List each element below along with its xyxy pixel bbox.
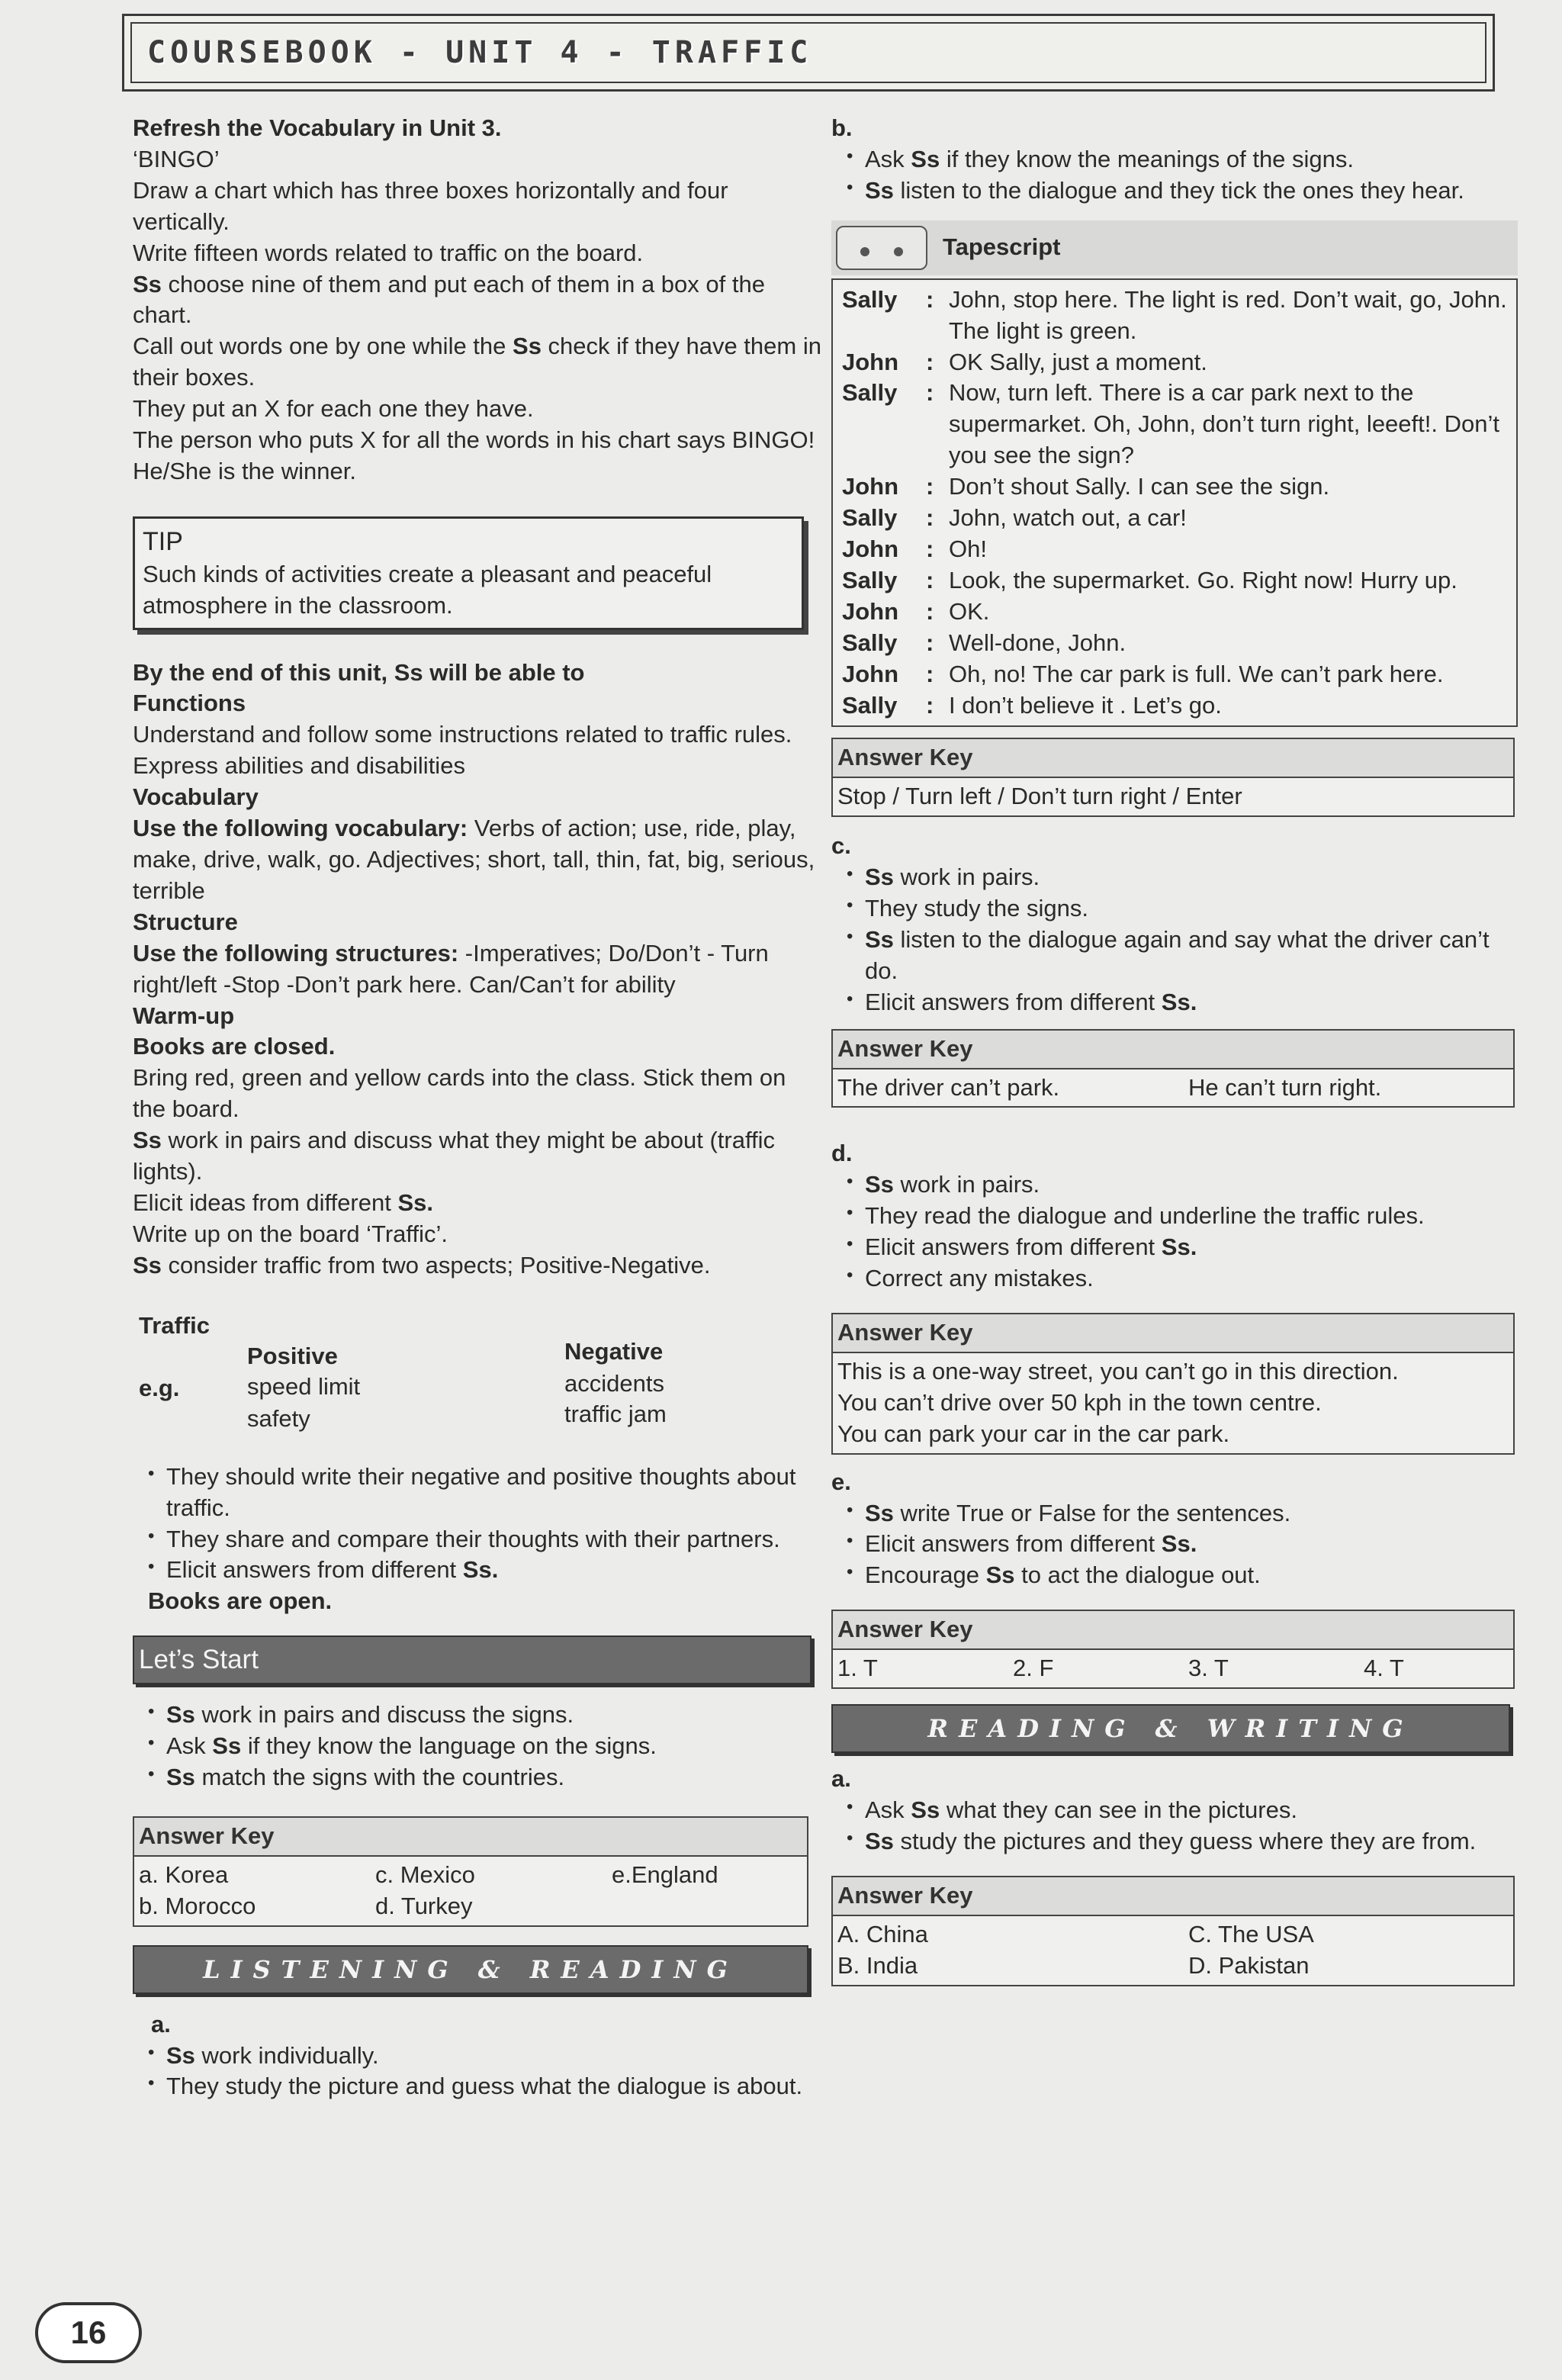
functions-line: Express abilities and disabilities (133, 752, 465, 780)
bingo-line: Draw a chart which has three boxes horizontally and four vertically. (133, 176, 728, 235)
unit-header-frame (130, 22, 1486, 83)
section-e-list (831, 1498, 1518, 1592)
negative-heading: Negative (564, 1337, 664, 1365)
list-item: • They study the picture and guess what the dialogue is about. (148, 2071, 824, 2102)
section-ra-list (831, 1795, 1518, 1857)
list-item: • Correct any mistakes. (847, 1263, 1518, 1295)
list-item: • Elicit answers from different Ss. (847, 1529, 1518, 1560)
list-item: • They should write their negative and positive thoughts about traffic. (148, 1462, 824, 1524)
list-item: • They study the signs. (847, 893, 1518, 925)
list-item: • Ss listen to the dialogue and they tick the ones they hear. (847, 175, 1518, 207)
vocabulary-text: Use the following vocabulary: Verbs of action; use, ride, play, make, drive, walk, go. Adjectives; short, tall, thin, fat, big, serious, terrible (133, 815, 815, 904)
bingo-line: Call out words one by one while the Ss check if they have them in their boxes. (133, 333, 821, 391)
warmup-line: Elicit ideas from different Ss. (133, 1188, 433, 1216)
answer-key-body (833, 1650, 1513, 1687)
answer-cell: D. Pakistan (1188, 1951, 1310, 1979)
answer-cell: 3. T (1188, 1655, 1229, 1682)
answer-key-box (831, 1610, 1515, 1689)
bingo-line: They put an X for each one they have. (133, 395, 534, 423)
traffic-title: Traffic (139, 1311, 211, 1339)
unit-header (122, 14, 1495, 92)
tapescript-title: Tapescript (943, 233, 1061, 261)
answer-cell: d. Turkey (375, 1892, 473, 1919)
tapescript-header (831, 220, 1518, 275)
answer-cell: a. Korea (139, 1861, 229, 1888)
list-item: • Ss match the signs with the countries. (148, 1762, 824, 1793)
thoughts-list (133, 1462, 824, 1587)
books-closed: Books are closed. (133, 1033, 336, 1060)
functions-heading: Functions (133, 690, 246, 717)
dialogue-line: Sally : Now, turn left. There is a car park next to the supermarket. Oh, John, don’t turn right, leeeft!. Don’t you see the sign? (842, 379, 1499, 469)
answer-key-body (134, 1857, 807, 1925)
cassette-icon (836, 226, 927, 270)
list-item: • They read the dialogue and underline the traffic rules. (847, 1201, 1518, 1232)
answer-line: You can’t drive over 50 kph in the town centre. (837, 1388, 1322, 1416)
dialogue-line: John : Don’t shout Sally. I can see the sign. (842, 473, 1330, 500)
list-item: • Elicit answers from different Ss. (148, 1555, 824, 1586)
list-item: • Elicit answers from different Ss. (847, 987, 1518, 1018)
tip-box (133, 516, 804, 630)
answer-cell: e.England (612, 1861, 718, 1888)
positive-heading: Positive (247, 1342, 338, 1369)
page-number: 16 (35, 2302, 142, 2363)
answer-cell: He can’t turn right. (1188, 1073, 1382, 1101)
section-e-label: e. (831, 1468, 851, 1495)
vocabulary-heading: Vocabulary (133, 783, 259, 811)
books-open: Books are open. (148, 1587, 333, 1615)
list-item: • Ask Ss if they know the language on the signs. (148, 1731, 824, 1762)
answer-key-title: Answer Key (833, 1611, 1513, 1650)
structure-text: Use the following structures: -Imperatives; Do/Don’t - Turn right/left -Stop -Don’t park here. Can/Can’t for ability (133, 939, 769, 998)
answer-cell: c. Mexico (375, 1861, 475, 1888)
bingo-line: Ss choose nine of them and put each of them in a box of the chart. (133, 270, 765, 329)
dialogue-line: John : OK. (842, 597, 990, 625)
dialogue-line: John : Oh! (842, 535, 987, 562)
section-c-label: c. (831, 832, 851, 860)
answer-cell: 4. T (1364, 1655, 1404, 1682)
list-item: • Ss listen to the dialogue again and say what the driver can’t do. (847, 925, 1518, 987)
dialogue-line: John : Oh, no! The car park is full. We can’t park here. (842, 660, 1444, 687)
answer-key-body (833, 1069, 1513, 1107)
answer-key-box (831, 1029, 1515, 1108)
eg-label: e.g. (139, 1374, 180, 1401)
ss-term: Ss (133, 270, 162, 298)
section-d-list (831, 1169, 1518, 1295)
section-a-list (133, 2041, 824, 2103)
start-list (133, 1700, 824, 1793)
warmup-line: Bring red, green and yellow cards into the class. Stick them on the board. (133, 1064, 786, 1123)
section-b-label: b. (831, 114, 853, 141)
answer-key-box (831, 1876, 1515, 1986)
list-item: • They share and compare their thoughts with their partners. (148, 1524, 824, 1555)
list-item: • Ss work in pairs. (847, 1169, 1518, 1201)
answer-key-body (833, 1353, 1513, 1453)
tip-title: TIP (143, 526, 183, 556)
objectives-heading: By the end of this unit, Ss will be able to (133, 658, 585, 686)
answer-cell: 1. T (837, 1655, 878, 1682)
tip-text: Such kinds of activities create a pleasant and peaceful atmosphere in the classroom. (143, 560, 712, 619)
answer-key-title: Answer Key (833, 1877, 1513, 1916)
right-column (831, 113, 1518, 1986)
traffic-table (133, 1311, 824, 1433)
answer-key-title: Answer Key (833, 1314, 1513, 1353)
list-item: • Ss work individually. (148, 2041, 824, 2072)
negative-item: accidents (564, 1369, 664, 1397)
answer-key-box (831, 1313, 1515, 1455)
left-column (133, 113, 824, 2102)
section-b-list (831, 144, 1518, 207)
reading-writing-band: READING & WRITING (831, 1704, 1510, 1753)
dialogue-line: Sally : John, watch out, a car! (842, 504, 1187, 532)
listening-reading-band: LISTENING & READING (133, 1945, 808, 1994)
bingo-line: The person who puts X for all the words in his chart says BINGO! He/She is the winner. (133, 426, 815, 484)
list-item: • Ss work in pairs. (847, 862, 1518, 893)
answer-cell (612, 1891, 802, 1922)
answer-key-body (833, 1916, 1513, 1985)
dialogue-line: Sally : John, stop here. The light is red. Don’t wait, go, John. The light is green. (842, 285, 1507, 344)
list-item: • Ask Ss what they can see in the pictures. (847, 1795, 1518, 1826)
answer-key-box (831, 738, 1515, 817)
unit-title: COURSEBOOK - UNIT 4 - TRAFFIC (147, 34, 813, 70)
answer-cell: B. India (837, 1951, 918, 1979)
list-item: • Ss study the pictures and they guess where they are from. (847, 1826, 1518, 1857)
warmup-heading: Warm-up (133, 1002, 235, 1029)
negative-item: traffic jam (564, 1400, 667, 1427)
functions-line: Understand and follow some instructions related to traffic rules. (133, 721, 792, 748)
section-d-label: d. (831, 1140, 853, 1167)
dialogue-line: Sally : Well-done, John. (842, 629, 1127, 656)
bingo-title: ‘BINGO’ (133, 145, 220, 172)
answer-cell: b. Morocco (139, 1892, 256, 1919)
answer-cell: 2. F (1013, 1655, 1054, 1682)
answer-line: You can park your car in the car park. (837, 1420, 1230, 1447)
list-item: • Ss work in pairs and discuss the signs. (148, 1700, 824, 1731)
positive-item: speed limit (247, 1372, 361, 1400)
answer-cell: A. China (837, 1920, 928, 1947)
warmup-line: Ss consider traffic from two aspects; Positive-Negative. (133, 1251, 711, 1278)
list-item: • Elicit answers from different Ss. (847, 1232, 1518, 1263)
warmup-line: Ss work in pairs and discuss what they might be about (traffic lights). (133, 1127, 776, 1185)
list-item: • Encourage Ss to act the dialogue out. (847, 1560, 1518, 1591)
section-c-list (831, 862, 1518, 1018)
list-item: • Ask Ss if they know the meanings of the signs. (847, 144, 1518, 175)
dialogue-line: Sally : I don’t believe it . Let’s go. (842, 691, 1222, 719)
bingo-line: Write fifteen words related to traffic on the board. (133, 239, 644, 266)
answer-key-title: Answer Key (833, 739, 1513, 778)
dialogue-line: John : OK Sally, just a moment. (842, 348, 1207, 375)
structure-heading: Structure (133, 908, 238, 935)
answer-cell: The driver can’t park. (837, 1073, 1060, 1101)
lets-start-band: Let’s Start (133, 1635, 812, 1684)
positive-item: safety (247, 1404, 310, 1432)
answer-key-text: Stop / Turn left / Don’t turn right / Enter (837, 783, 1242, 810)
dialogue-line: Sally : Look, the supermarket. Go. Right now! Hurry up. (842, 566, 1458, 593)
refresh-heading: Refresh the Vocabulary in Unit 3. (133, 114, 502, 141)
answer-line: This is a one-way street, you can’t go in this direction. (837, 1357, 1399, 1385)
warmup-line: Write up on the board ‘Traffic’. (133, 1220, 448, 1247)
section-ra-label: a. (831, 1765, 851, 1793)
list-item: • Ss write True or False for the sentences. (847, 1498, 1518, 1529)
answer-key-box (133, 1816, 808, 1927)
answer-key-title: Answer Key (833, 1031, 1513, 1069)
tapescript-box (831, 278, 1518, 728)
answer-cell: C. The USA (1188, 1920, 1314, 1947)
section-a-label: a. (151, 2010, 171, 2037)
answer-key-title: Answer Key (134, 1818, 807, 1857)
